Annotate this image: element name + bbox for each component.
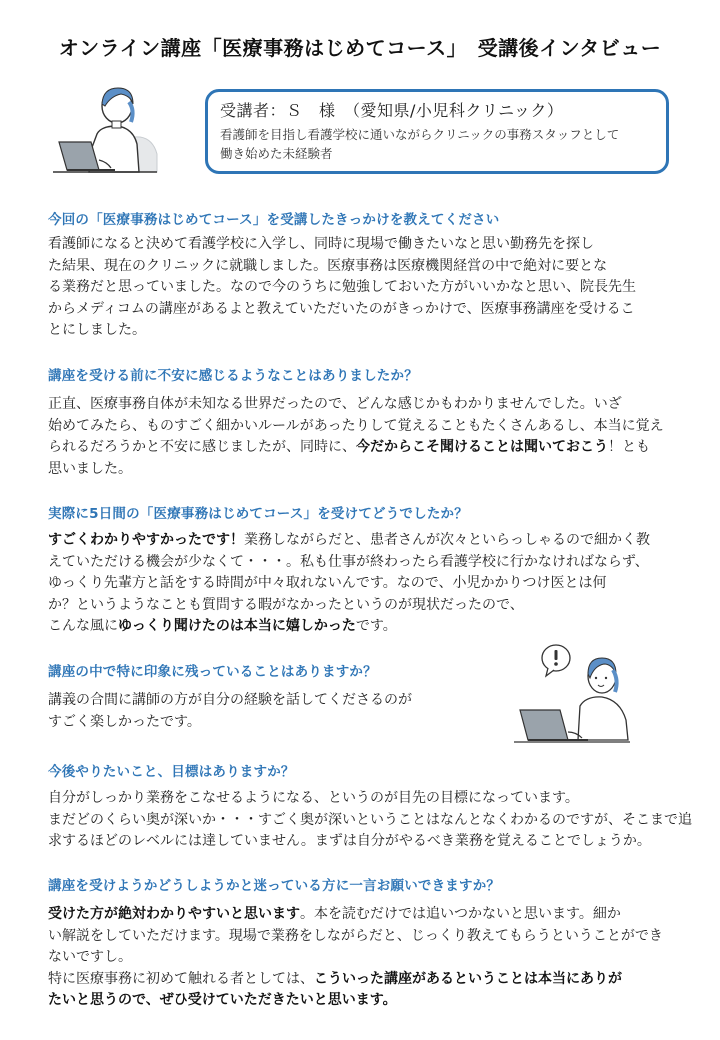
answer-text [48, 530, 668, 638]
answer-line: か？というようなことも質問する暇がなかったというのが現状だったので、 [48, 596, 524, 613]
answer-emphasis: ゆっくり聞けたのは本当に嬉しかった [118, 618, 356, 634]
question-heading: 実際に5日間の「医療事務はじめてコース」を受けてどうでしたか？ [48, 506, 468, 522]
answer-line [48, 969, 668, 991]
answer-line: ないですし。 [48, 949, 132, 965]
answer-emphasis: こういった講座があるということは本当にありが [314, 970, 622, 987]
answer-line: からメディコムの講座があるよと教えていただいたのがきっかけで、医療事務講座を受けるこ [48, 300, 635, 317]
answer-fragment: られるだろうかと不安に感じましたが、同時に、 [48, 439, 356, 455]
answer-text [48, 234, 668, 342]
answer-line [48, 616, 668, 638]
profile-desc-line: 看護師を目指し看護学校に通いながらクリニックの事務スタッフとして [220, 127, 620, 142]
profile-desc-line: 働き始めた未経験者 [220, 146, 333, 161]
answer-fragment: 。本を読むだけでは追いつかないと思います。細か [300, 906, 621, 922]
answer-line: 思いました。 [48, 460, 132, 477]
answer-text [48, 788, 692, 853]
question-heading: 講座の中で特に印象に残っていることはありますか？ [48, 664, 377, 680]
answer-line: る業務だと思っていました。なので今のうちに勉強しておいた方がいいかなと思い、院長先生 [48, 279, 636, 295]
person-laptop-illustration [512, 640, 632, 758]
profile-name: 受講者：Ｓ 様 （愛知県/小児科クリニック） [220, 101, 564, 120]
page-title: オンライン講座「医療事務はじめてコース」 受講後インタビュー [58, 36, 662, 60]
answer-text [48, 394, 668, 480]
answer-line: 講義の合間に講師の方が自分の経験を話してくださるのが [48, 692, 412, 708]
question-heading: 今回の「医療事務はじめてコース」を受講したきっかけを教えてください [48, 212, 500, 228]
answer-emphasis: すごくわかりやすかったです！ [48, 532, 244, 548]
answer-fragment: ！とも [608, 439, 650, 455]
answer-line: えていただける機会が少なくて・・・。私も仕事が終わったら看護学校に行かなければならず、 [48, 553, 649, 570]
answer-text [48, 904, 668, 1012]
answer-line: い解説をしていただけます。現場で業務をしながらだと、じっくり教えてもらうということができ [48, 927, 663, 944]
answer-line: すごく楽しかったです。 [48, 713, 201, 730]
answer-line: た結果、現在のクリニックに就職しました。医療事務は医療機関経営の中で絶対に要とな [48, 257, 608, 274]
question-heading: 講座を受ける前に不安に感じるようなことはありましたか？ [48, 368, 418, 384]
answer-line [48, 904, 668, 926]
answer-line: 求するほどのレベルには達していません。まずは自分がやるべき業務を覚えることでしょうか。 [48, 833, 651, 849]
answer-line: 看護師になると決めて看護学校に入学し、同時に現場で働きたいなと思い勤務先を探し [48, 236, 594, 252]
answer-line: 自分がしっかり業務をこなせるようになる、というのが目先の目標になっています。 [48, 790, 579, 806]
answer-line: 始めてみたら、ものすごく細かいルールがあったりして覚えることもたくさんあるし、本当に覚え [48, 417, 664, 434]
profile-card [205, 89, 669, 174]
answer-fragment: 業務しながらだと、患者さんが次々といらっしゃるので細かく教 [244, 532, 650, 548]
answer-text [48, 690, 468, 733]
answer-line: ゆっくり先輩方と話をする時間が中々取れないんです。なので、小児かかりつけ医とは何 [48, 575, 607, 591]
answer-emphasis: たいと思うので、ぜひ受けていただきたいと思います。 [48, 992, 397, 1008]
question-heading: 今後やりたいこと、目標はありますか？ [48, 764, 295, 780]
answer-fragment: 特に医療事務に初めて触れる者としては、 [48, 970, 314, 987]
answer-fragment: です。 [355, 618, 397, 634]
person-laptop-illustration [45, 82, 165, 182]
exclamation-bubble-icon [555, 650, 558, 660]
answer-line [48, 437, 668, 459]
answer-line: とにしました。 [48, 322, 146, 338]
answer-line: 正直、医療事務自体が未知なる世界だったので、どんな感じかもわかりませんでした。いざ [48, 396, 622, 412]
answer-line [48, 530, 668, 552]
answer-emphasis: 今だからこそ聞けることは聞いておこう [356, 439, 608, 455]
question-heading: 講座を受けようかどうしようかと迷っている方に一言お願いできますか？ [48, 878, 501, 894]
profile-description [220, 125, 654, 163]
answer-emphasis: 受けた方が絶対わかりやすいと思います [48, 906, 300, 922]
answer-line [48, 990, 668, 1012]
answer-line: まだどのくらい奥が深いか・・・すごく奥が深いということはなんとなくわかるのですが、そこまで追 [48, 811, 692, 828]
answer-fragment: こんな風に [48, 618, 118, 634]
